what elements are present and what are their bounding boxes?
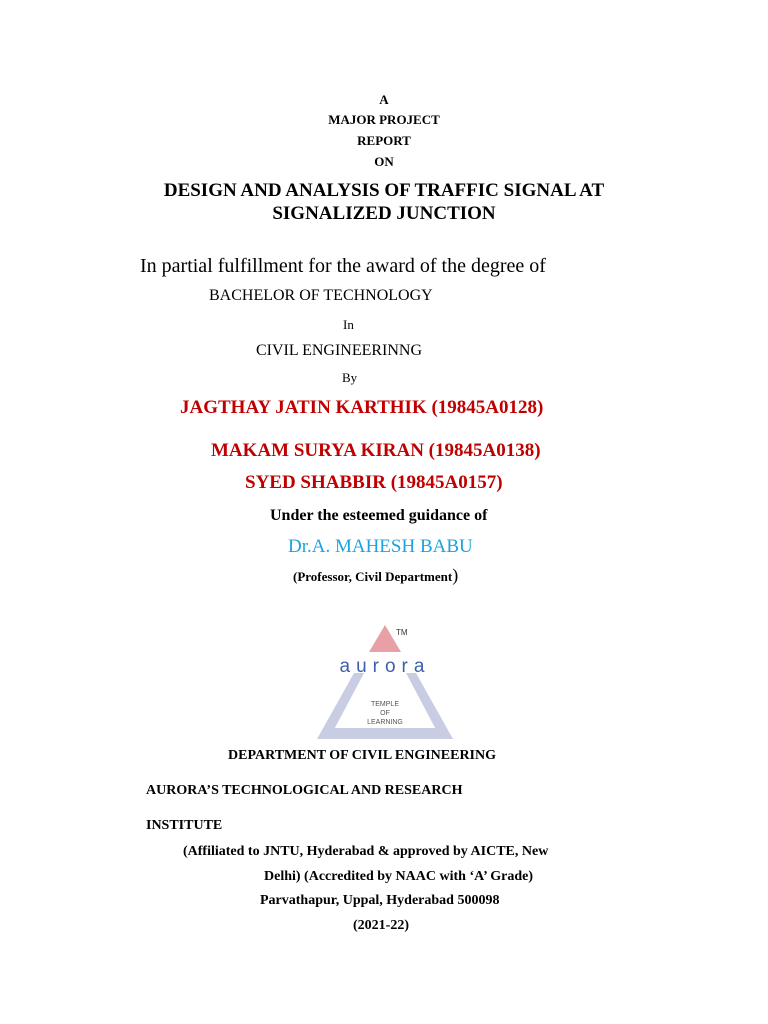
report-title-line-1: DESIGN AND ANALYSIS OF TRAFFIC SIGNAL AT	[163, 180, 605, 201]
degree-in: In	[343, 317, 354, 332]
institute-name-line-2: INSTITUTE	[146, 818, 223, 833]
guide-designation-close-paren: )	[452, 565, 459, 585]
affiliation-line-2: Delhi) (Accredited by NAAC with ‘A’ Grade)	[264, 869, 534, 884]
header-a: A	[379, 92, 389, 107]
branch-name: CIVIL ENGINEERINNG	[256, 342, 423, 359]
student-name-2: MAKAM SURYA KIRAN (19845A0138)	[211, 440, 541, 461]
header-on: ON	[374, 154, 394, 169]
logo-trademark: TM	[396, 628, 408, 637]
logo-wordmark: aurora	[339, 656, 431, 677]
department-name: DEPARTMENT OF CIVIL ENGINEERING	[228, 748, 497, 763]
affiliation-line-1: (Affiliated to JNTU, Hyderabad & approved by AICTE, New	[183, 844, 549, 859]
header-report: REPORT	[357, 133, 411, 148]
degree-name: BACHELOR OF TECHNOLOGY	[209, 287, 433, 304]
aurora-logo	[314, 620, 456, 742]
academic-year: (2021-22)	[353, 918, 409, 933]
logo-tagline-temple: TEMPLE	[370, 701, 400, 708]
header-major-project: MAJOR PROJECT	[328, 112, 440, 127]
institute-address: Parvathapur, Uppal, Hyderabad 500098	[260, 893, 500, 908]
by-label: By	[342, 370, 358, 385]
institute-name-line-1: AURORA’S TECHNOLOGICAL AND RESEARCH	[146, 783, 463, 798]
guide-name: Dr.A. MAHESH BABU	[288, 536, 473, 557]
guidance-intro: Under the esteemed guidance of	[270, 507, 488, 524]
logo-tagline-learning: LEARNING	[367, 719, 403, 726]
report-title-line-2: SIGNALIZED JUNCTION	[272, 203, 496, 224]
student-name-3: SYED SHABBIR (19845A0157)	[245, 472, 503, 493]
student-name-1: JAGTHAY JATIN KARTHIK (19845A0128)	[180, 397, 544, 418]
fulfillment-statement: In partial fulfillment for the award of the degree of	[140, 255, 546, 277]
logo-tagline-of: OF	[380, 710, 390, 717]
guide-designation-text: (Professor, Civil Department	[293, 569, 453, 584]
logo-base-bottom	[324, 728, 446, 739]
guide-designation	[293, 566, 458, 584]
